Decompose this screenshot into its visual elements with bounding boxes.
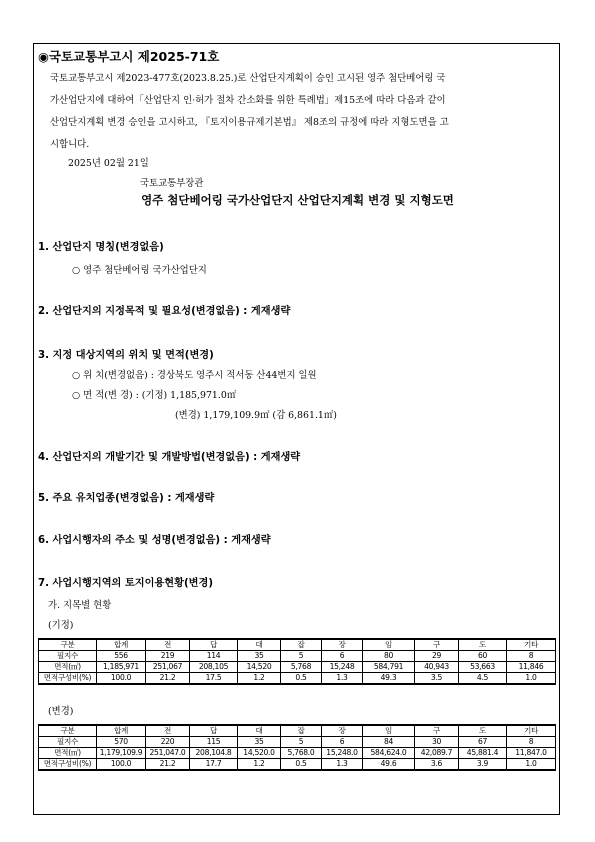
intro-paragraph <box>50 68 550 156</box>
table-header-cell: 기타 <box>507 725 556 737</box>
table-cell: 556 <box>97 651 146 662</box>
intro-line: 산업단지계획 변경 승인을 고시하고, 『토지이용규제기본법』 제8조의 규정에 따라 지형도면을 고 <box>50 117 449 128</box>
table-cell: 40,943 <box>415 662 459 673</box>
table-cell: 6 <box>322 651 363 662</box>
table-header-row <box>39 639 556 651</box>
table-header-cell: 장 <box>322 725 363 737</box>
table-cell: 100.0 <box>97 759 146 771</box>
section-3-area-after: (변경) 1,179,109.9㎡ (감 6,861.1㎡) <box>175 410 337 421</box>
table-cell: 570 <box>97 737 146 748</box>
table-cell: 4.5 <box>459 673 507 685</box>
table-cell: 5 <box>281 651 322 662</box>
table-header-cell: 전 <box>146 725 190 737</box>
table-header-cell: 구분 <box>39 725 97 737</box>
table-cell: 5,768.0 <box>281 748 322 759</box>
table-header-cell: 답 <box>190 639 238 651</box>
table-header-cell: 잡 <box>281 639 322 651</box>
notice-date: 2025년 02월 21일 <box>68 158 149 169</box>
intro-line: 국토교통부고시 제2023-477호(2023.8.25.)로 산업단지계획이 승인 고시된 영주 첨단베어링 국 <box>50 73 446 84</box>
table-cell: 1,185,971 <box>97 662 146 673</box>
table-cell: 584,624.0 <box>363 748 415 759</box>
table-cell: 219 <box>146 651 190 662</box>
table-cell: 8 <box>507 651 556 662</box>
table-cell: 14,520 <box>238 662 281 673</box>
table-cell: 14,520.0 <box>238 748 281 759</box>
table-row <box>39 662 556 673</box>
intro-line: 가산업단지에 대하여「산업단지 인·허가 절차 간소화를 위한 특례법」제15조에 따라 다음과 같이 <box>50 95 446 106</box>
section-4-heading: 4. 산업단지의 개발기간 및 개발방법(변경없음) : 게재생략 <box>38 452 301 463</box>
table-cell: 5,768 <box>281 662 322 673</box>
table-cell: 면적(㎡) <box>39 748 97 759</box>
table-cell: 0.5 <box>281 673 322 685</box>
table-cell: 251,047.0 <box>146 748 190 759</box>
table-cell: 17.5 <box>190 673 238 685</box>
table-row <box>39 673 556 685</box>
table-cell: 35 <box>238 651 281 662</box>
table-cell: 115 <box>190 737 238 748</box>
table-cell: 114 <box>190 651 238 662</box>
table-cell: 21.2 <box>146 673 190 685</box>
land-use-table-after <box>38 724 556 771</box>
table-header-cell: 답 <box>190 725 238 737</box>
table-cell: 1.3 <box>322 673 363 685</box>
notice-issuer: 국토교통부장관 <box>140 178 204 189</box>
table-cell: 49.3 <box>363 673 415 685</box>
table-cell: 53,663 <box>459 662 507 673</box>
table-cell: 1.3 <box>322 759 363 771</box>
table-before-label: (기정) <box>48 620 74 631</box>
table-cell: 35 <box>238 737 281 748</box>
table-cell: 584,791 <box>363 662 415 673</box>
table-cell: 67 <box>459 737 507 748</box>
section-3-area-before: ○ 면 적(변 경) : (기정) 1,185,971.0㎡ <box>72 390 237 401</box>
table-row <box>39 748 556 759</box>
table-cell: 1.0 <box>507 759 556 771</box>
table-header-cell: 전 <box>146 639 190 651</box>
table-header-cell: 합계 <box>97 725 146 737</box>
table-cell: 15,248 <box>322 662 363 673</box>
table-cell: 5 <box>281 737 322 748</box>
table-cell: 1.0 <box>507 673 556 685</box>
table-cell: 21.2 <box>146 759 190 771</box>
table-header-row <box>39 725 556 737</box>
table-header-cell: 기타 <box>507 639 556 651</box>
table-cell: 100.0 <box>97 673 146 685</box>
table-cell: 15,248.0 <box>322 748 363 759</box>
table-header-cell: 구 <box>415 725 459 737</box>
table-cell: 60 <box>459 651 507 662</box>
table-cell: 11,846 <box>507 662 556 673</box>
table-cell: 208,104.8 <box>190 748 238 759</box>
table-cell: 208,105 <box>190 662 238 673</box>
table-cell: 3.5 <box>415 673 459 685</box>
table-header-cell: 대 <box>238 725 281 737</box>
section-5-heading: 5. 주요 유치업종(변경없음) : 게재생략 <box>38 493 215 504</box>
land-use-table-before <box>38 638 556 685</box>
table-cell: 1.2 <box>238 673 281 685</box>
table-cell: 1,179,109.9 <box>97 748 146 759</box>
table-cell: 면적(㎡) <box>39 662 97 673</box>
table-row <box>39 759 556 771</box>
table-header-cell: 합계 <box>97 639 146 651</box>
table-cell: 45,881.4 <box>459 748 507 759</box>
table-cell: 필지수 <box>39 737 97 748</box>
table-header-cell: 임 <box>363 725 415 737</box>
table-row <box>39 737 556 748</box>
table-header-cell: 장 <box>322 639 363 651</box>
document-title: 영주 첨단베어링 국가산업단지 산업단지계획 변경 및 지형도면 <box>141 193 454 207</box>
table-header-cell: 구분 <box>39 639 97 651</box>
table-row <box>39 651 556 662</box>
table-cell: 1.2 <box>238 759 281 771</box>
table-cell: 80 <box>363 651 415 662</box>
table-cell: 30 <box>415 737 459 748</box>
intro-line: 시합니다. <box>50 139 90 150</box>
table-cell: 3.9 <box>459 759 507 771</box>
table-header-cell: 구 <box>415 639 459 651</box>
table-cell: 3.6 <box>415 759 459 771</box>
table-cell: 필지수 <box>39 651 97 662</box>
section-2-heading: 2. 산업단지의 지정목적 및 필요성(변경없음) : 게재생략 <box>38 306 291 317</box>
section-3-heading: 3. 지정 대상지역의 위치 및 면적(변경) <box>38 350 214 361</box>
table-cell: 면적구성비(%) <box>39 759 97 771</box>
table-cell: 251,067 <box>146 662 190 673</box>
table-cell: 면적구성비(%) <box>39 673 97 685</box>
table-after-label: (변경) <box>48 706 74 717</box>
table-cell: 17.7 <box>190 759 238 771</box>
table-header-cell: 도 <box>459 639 507 651</box>
table-cell: 8 <box>507 737 556 748</box>
table-cell: 49.6 <box>363 759 415 771</box>
table-cell: 11,847.0 <box>507 748 556 759</box>
section-1-heading: 1. 산업단지 명칭(변경없음) <box>38 242 164 253</box>
table-header-cell: 임 <box>363 639 415 651</box>
section-3-location: ○ 위 치(변경없음) : 경상북도 영주시 적서동 산44번지 일원 <box>72 370 317 381</box>
table-cell: 29 <box>415 651 459 662</box>
table-cell: 6 <box>322 737 363 748</box>
table-cell: 0.5 <box>281 759 322 771</box>
table-cell: 42,089.7 <box>415 748 459 759</box>
section-1-item: ○ 영주 첨단베어링 국가산업단지 <box>72 265 207 276</box>
table-header-cell: 대 <box>238 639 281 651</box>
table-header-cell: 도 <box>459 725 507 737</box>
section-7-heading: 7. 사업시행지역의 토지이용현황(변경) <box>38 578 213 589</box>
table-cell: 84 <box>363 737 415 748</box>
table-header-cell: 잡 <box>281 725 322 737</box>
notice-title: ◉국토교통부고시 제2025-71호 <box>38 49 220 64</box>
table-cell: 220 <box>146 737 190 748</box>
section-6-heading: 6. 사업시행자의 주소 및 성명(변경없음) : 게재생략 <box>38 535 271 546</box>
section-7-sub: 가. 지목별 현황 <box>48 600 112 611</box>
